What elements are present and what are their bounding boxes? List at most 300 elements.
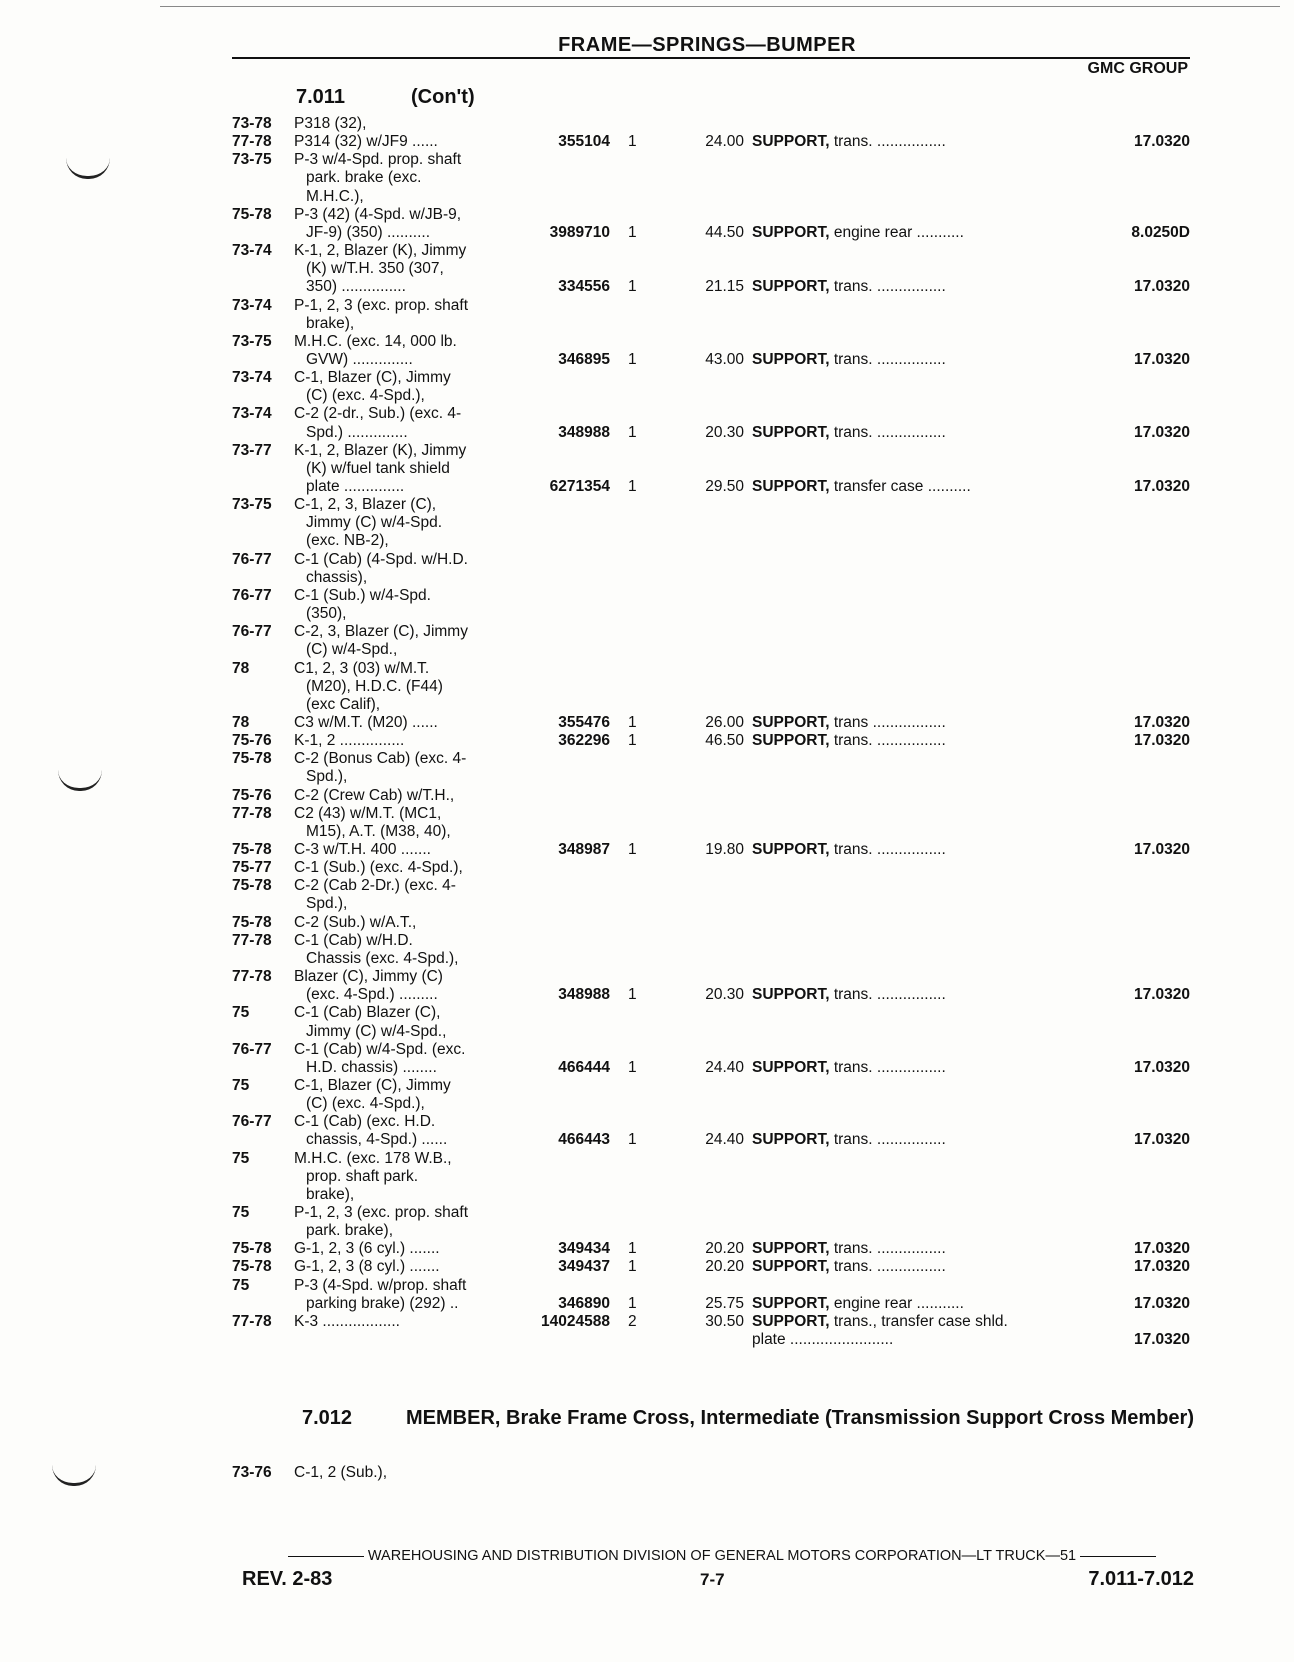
model-years: 75 (232, 1076, 250, 1094)
table-row (0, 731, 1294, 750)
table-row (0, 858, 1294, 877)
part-name (752, 277, 1072, 296)
application: M.H.C.), (306, 187, 364, 205)
part-name-keyword: SUPPORT, (752, 1258, 830, 1276)
quantity: 1 (628, 841, 637, 858)
table-row (0, 1257, 1294, 1276)
quantity: 1 (628, 278, 637, 296)
table-row (0, 1003, 1294, 1022)
table-row (0, 1130, 1294, 1149)
model-years: 73-74 (232, 405, 272, 423)
table-row (0, 604, 1294, 623)
application: P-3 w/4-Spd. prop. shaft (294, 151, 462, 169)
quantity: 1 (628, 478, 637, 495)
table-row (0, 1149, 1294, 1168)
quantity: 1 (628, 1258, 637, 1276)
application: K-3 .................. (294, 1312, 400, 1330)
quantity: 2 (628, 1312, 637, 1330)
part-number: 348987 (558, 841, 610, 858)
group-number: 17.0320 (1133, 350, 1190, 368)
table-row (0, 840, 1294, 859)
application: P-1, 2, 3 (exc. prop. shaft (294, 296, 469, 314)
application: C-2, 3, Blazer (C), Jimmy (294, 623, 468, 641)
table-row (0, 713, 1294, 732)
footer-rule-right (1080, 1556, 1156, 1557)
application: brake), (306, 1185, 355, 1203)
application: C2 (43) w/M.T. (MC1, (294, 804, 442, 822)
group-label: GMC GROUP (1087, 60, 1188, 77)
application: C-1 (Sub.) (exc. 4-Spd.), (294, 859, 463, 877)
group-number: 17.0320 (1133, 713, 1190, 731)
application: C-1, 2 (Sub.), (294, 1464, 388, 1481)
model-years: 76-77 (232, 586, 272, 604)
part-name-detail: trans. ................ (829, 1258, 946, 1276)
table-row (0, 985, 1294, 1004)
table-row (0, 1221, 1294, 1240)
table-row (0, 767, 1294, 786)
table-row (0, 277, 1294, 296)
quantity: 1 (628, 1240, 637, 1258)
model-years: 75 (232, 1149, 250, 1167)
table-row (0, 1312, 1294, 1331)
model-years: 75-78 (232, 913, 272, 931)
model-years: 77-78 (232, 1312, 272, 1330)
price: 19.80 (705, 841, 744, 858)
footer-division-text: WAREHOUSING AND DISTRIBUTION DIVISION OF GENERAL MOTORS CORPORATION—LT TRUCK—51 (367, 1548, 1077, 1564)
part-number: 14024588 (541, 1312, 610, 1330)
part-number: 466444 (558, 1058, 610, 1076)
part-name-keyword: SUPPORT, (752, 732, 830, 750)
application: JF-9) (350) .......... (306, 223, 431, 241)
group-number: 17.0320 (1133, 1131, 1190, 1149)
model-years: 78 (232, 659, 250, 677)
table-row (0, 223, 1294, 242)
table-row (0, 1112, 1294, 1131)
model-years: 73-75 (232, 151, 272, 169)
application: K-1, 2, Blazer (K), Jimmy (294, 441, 467, 459)
table-row (0, 386, 1294, 405)
part-name-keyword: SUPPORT, (752, 841, 830, 858)
part-name-detail: engine rear ........... (829, 223, 964, 241)
application: (C) w/4-Spd., (306, 641, 398, 659)
table-row (0, 677, 1294, 696)
application: C-1 (Cab) w/4-Spd. (exc. (294, 1040, 466, 1058)
application: C-1 (Cab) (4-Spd. w/H.D. (294, 550, 468, 568)
table-row (0, 1276, 1294, 1295)
model-years: 75-78 (232, 1258, 272, 1276)
table-row (0, 913, 1294, 932)
application: (C) (exc. 4-Spd.), (306, 387, 425, 405)
table-row (0, 695, 1294, 714)
application: park. brake (exc. (306, 169, 422, 187)
part-number: 355476 (558, 713, 610, 731)
table-row (0, 168, 1294, 187)
model-years: 75 (232, 1004, 250, 1022)
part-name-keyword: SUPPORT, (752, 350, 830, 368)
application: C-2 (Sub.) w/A.T., (294, 913, 417, 931)
model-years: 77-78 (232, 804, 272, 822)
quantity: 1 (628, 223, 637, 241)
group-number: 17.0320 (1133, 986, 1190, 1004)
price: 43.00 (705, 350, 744, 368)
price: 25.75 (705, 1294, 744, 1312)
table-row (0, 241, 1294, 260)
table-row (0, 513, 1294, 532)
application: P-1, 2, 3 (exc. prop. shaft (294, 1204, 469, 1221)
table-row (0, 114, 1294, 133)
model-years: 77-78 (232, 931, 272, 949)
quantity: 1 (628, 1058, 637, 1076)
part-name-detail: trans. ................ (829, 1240, 946, 1258)
application: (M20), H.D.C. (F44) (306, 677, 443, 695)
quantity: 1 (628, 1294, 637, 1312)
model-years: 77-78 (232, 968, 272, 985)
application: K-1, 2, Blazer (K), Jimmy (294, 242, 467, 259)
model-years: 75-78 (232, 1240, 272, 1258)
part-name-detail: transfer case .......... (829, 478, 971, 495)
model-years: 75-78 (232, 750, 272, 768)
table-row (0, 531, 1294, 550)
group-number: 17.0320 (1133, 1294, 1190, 1312)
table-row (0, 332, 1294, 351)
application: G-1, 2, 3 (6 cyl.) ....... (294, 1240, 440, 1258)
application: C-2 (Crew Cab) w/T.H., (294, 786, 455, 804)
table-row (0, 477, 1294, 496)
model-years: 73-75 (232, 332, 272, 350)
application: M15), A.T. (M38, 40), (306, 822, 451, 840)
table-row (0, 132, 1294, 151)
part-name-detail: trans. ................ (829, 1131, 946, 1149)
part-name-keyword: SUPPORT, (752, 223, 830, 241)
part-number: 349434 (558, 1240, 610, 1258)
table-row (0, 550, 1294, 569)
footer-rule-left (288, 1556, 364, 1557)
revision-label: REV. 2-83 (242, 1568, 333, 1590)
application: GVW) .............. (306, 350, 413, 368)
price: 26.00 (705, 713, 744, 731)
part-name-keyword: SUPPORT, (752, 423, 830, 441)
part-name (752, 1257, 1072, 1276)
table-row (0, 1040, 1294, 1059)
quantity: 1 (628, 350, 637, 368)
application: C-2 (Cab 2-Dr.) (exc. 4- (294, 877, 456, 895)
price: 24.00 (705, 133, 744, 151)
group-number: 17.0320 (1133, 1240, 1190, 1258)
part-name-keyword: SUPPORT, (752, 1058, 830, 1076)
table-row (0, 568, 1294, 587)
part-name (752, 1058, 1072, 1077)
group-number: 17.0320 (1133, 1258, 1190, 1276)
application: C-2 (Bonus Cab) (exc. 4- (294, 750, 467, 768)
table-row (0, 368, 1294, 387)
model-years: 73-74 (232, 296, 272, 314)
application: Chassis (exc. 4-Spd.), (306, 949, 459, 967)
price: 29.50 (705, 478, 744, 495)
subsection-title: MEMBER, Brake Frame Cross, Intermediate (Transmission Support Cross Member) (406, 1407, 1194, 1429)
list-item (0, 1463, 1294, 1482)
part-number: 346890 (558, 1294, 610, 1312)
application: C-1, Blazer (C), Jimmy (294, 369, 451, 387)
model-years: 75-78 (232, 841, 272, 858)
table-row (0, 187, 1294, 206)
application: 350) ............... (306, 278, 406, 296)
table-row (0, 786, 1294, 805)
table-row (0, 1294, 1294, 1313)
part-name (752, 350, 1072, 369)
table-row (0, 931, 1294, 950)
table-row (0, 459, 1294, 478)
part-name-keyword: SUPPORT, (752, 713, 830, 731)
application: M.H.C. (exc. 14, 000 lb. (294, 332, 457, 350)
part-number: 466443 (558, 1131, 610, 1149)
quantity: 1 (628, 986, 637, 1004)
part-name (752, 985, 1072, 1004)
part-name-detail: trans., transfer case shld. (829, 1312, 1008, 1330)
application: (exc. NB-2), (306, 532, 389, 550)
footer-division (242, 1548, 1202, 1564)
quantity: 1 (628, 133, 637, 151)
table-row (0, 1076, 1294, 1095)
group-number: 17.0320 (1133, 732, 1190, 750)
table-row (0, 949, 1294, 968)
price: 20.30 (705, 423, 744, 441)
table-row (0, 659, 1294, 678)
part-name-detail: trans ................. (829, 713, 946, 731)
group-number: 17.0320 (1133, 133, 1190, 151)
part-name-detail: trans. ................ (829, 841, 946, 858)
part-name-detail: trans. ................ (829, 732, 946, 750)
application: C-1 (Cab) (exc. H.D. (294, 1113, 436, 1131)
table-row (0, 876, 1294, 895)
part-name-keyword: SUPPORT, (752, 278, 830, 296)
model-years: 75-77 (232, 859, 272, 877)
application: M.H.C. (exc. 178 W.B., (294, 1149, 452, 1167)
section-suffix: (Con't) (411, 86, 475, 108)
part-name-keyword: SUPPORT, (752, 1294, 830, 1312)
table-row (0, 404, 1294, 423)
part-name (752, 840, 1072, 859)
table-row (0, 804, 1294, 823)
model-years: 73-76 (232, 1464, 272, 1481)
price: 24.40 (705, 1131, 744, 1149)
page-number: 7-7 (700, 1570, 725, 1589)
group-number: 17.0320 (1133, 423, 1190, 441)
application: P-3 (4-Spd. w/prop. shaft (294, 1276, 467, 1294)
price: 20.30 (705, 986, 744, 1004)
part-name (752, 731, 1072, 750)
model-years: 75-78 (232, 877, 272, 895)
part-number: 348988 (558, 986, 610, 1004)
group-number: 17.0320 (1133, 1331, 1190, 1348)
model-years: 77-78 (232, 133, 272, 151)
application: C-1 (Cab) w/H.D. (294, 931, 413, 949)
table-row (0, 1094, 1294, 1113)
table-row (0, 350, 1294, 369)
table-row (0, 622, 1294, 641)
application: parking brake) (292) .. (306, 1294, 459, 1312)
table-row (0, 1239, 1294, 1258)
group-number: 17.0320 (1133, 278, 1190, 296)
part-number: 3989710 (549, 223, 610, 241)
part-name-keyword: SUPPORT, (752, 1312, 830, 1330)
model-years: 73-74 (232, 242, 272, 259)
application: P318 (32), (294, 115, 367, 132)
application: brake), (306, 314, 355, 332)
part-name-detail: engine rear ........... (829, 1294, 964, 1312)
section-range: 7.011-7.012 (1088, 1568, 1194, 1590)
model-years: 75-78 (232, 205, 272, 223)
application: C-3 w/T.H. 400 ....... (294, 841, 431, 858)
table-row (0, 640, 1294, 659)
application: C-2 (2-dr., Sub.) (exc. 4- (294, 405, 462, 423)
top-scan-rule (160, 6, 1280, 7)
part-name-keyword: SUPPORT, (752, 133, 830, 151)
application: (exc Calif), (306, 695, 381, 713)
application: C-1, Blazer (C), Jimmy (294, 1076, 451, 1094)
part-number: 334556 (558, 278, 610, 296)
application: (K) w/fuel tank shield (306, 459, 450, 477)
part-name-detail: trans. ................ (829, 278, 946, 296)
model-years: 76-77 (232, 550, 272, 568)
group-number: 17.0320 (1133, 478, 1190, 495)
application: C-1 (Sub.) w/4-Spd. (294, 586, 431, 604)
part-name (752, 1130, 1072, 1149)
model-years: 73-77 (232, 441, 272, 459)
table-row (0, 1022, 1294, 1041)
model-years: 78 (232, 713, 250, 731)
subsection-number: 7.012 (302, 1407, 353, 1429)
application: Blazer (C), Jimmy (C) (294, 968, 443, 985)
model-years: 73-75 (232, 496, 272, 514)
application: prop. shaft park. (306, 1167, 419, 1185)
table-row (0, 314, 1294, 333)
price: 24.40 (705, 1058, 744, 1076)
part-name (752, 223, 1072, 242)
model-years: 73-74 (232, 369, 272, 387)
part-number: 362296 (558, 732, 610, 750)
application: plate .............. (306, 478, 405, 495)
application: (exc. 4-Spd.) ......... (306, 986, 438, 1004)
quantity: 1 (628, 1131, 637, 1149)
application: C3 w/M.T. (M20) ...... (294, 713, 438, 731)
application: park. brake), (306, 1222, 394, 1240)
model-years: 73-78 (232, 115, 272, 132)
model-years: 75 (232, 1204, 250, 1221)
application: chassis, 4-Spd.) ...... (306, 1131, 448, 1149)
application: Jimmy (C) w/4-Spd. (306, 514, 443, 532)
part-name-detail: trans. ................ (829, 986, 946, 1004)
part-name (752, 1330, 1072, 1349)
part-name (752, 713, 1072, 732)
header-rule (232, 57, 1190, 59)
table-row (0, 441, 1294, 460)
application: chassis), (306, 568, 368, 586)
table-row (0, 1167, 1294, 1186)
part-name-detail: plate ........................ (752, 1331, 894, 1348)
part-name-detail: trans. ................ (829, 133, 946, 151)
table-row (0, 1185, 1294, 1204)
application: (350), (306, 605, 347, 622)
table-row (0, 205, 1294, 224)
table-row (0, 894, 1294, 913)
table-row (0, 1203, 1294, 1222)
application: P-3 (42) (4-Spd. w/JB-9, (294, 205, 462, 223)
application: Spd.), (306, 895, 348, 913)
model-years: 75-76 (232, 732, 272, 750)
table-row (0, 150, 1294, 169)
part-number: 6271354 (549, 478, 610, 495)
application: Spd.) .............. (306, 423, 408, 441)
application: P314 (32) w/JF9 ...... (294, 133, 438, 151)
price: 20.20 (705, 1258, 744, 1276)
price: 44.50 (705, 223, 744, 241)
group-number: 17.0320 (1133, 841, 1190, 858)
group-number: 17.0320 (1133, 1058, 1190, 1076)
table-row (0, 495, 1294, 514)
part-name (752, 132, 1072, 151)
table-row (0, 967, 1294, 986)
price: 21.15 (705, 278, 744, 296)
part-number: 348988 (558, 423, 610, 441)
table-row (0, 1058, 1294, 1077)
table-row (0, 259, 1294, 278)
model-years: 75-76 (232, 786, 272, 804)
table-row (0, 822, 1294, 841)
price: 46.50 (705, 732, 744, 750)
application: C1, 2, 3 (03) w/M.T. (294, 659, 430, 677)
part-number: 355104 (558, 133, 610, 151)
table-row (0, 296, 1294, 315)
application: C-1, 2, 3, Blazer (C), (294, 496, 437, 514)
quantity: 1 (628, 713, 637, 731)
part-name (752, 1312, 1072, 1331)
application: C-1 (Cab) Blazer (C), (294, 1004, 441, 1022)
part-name-keyword: SUPPORT, (752, 1240, 830, 1258)
part-name-detail: trans. ................ (829, 350, 946, 368)
application: Spd.), (306, 768, 348, 786)
part-name-detail: trans. ................ (829, 423, 946, 441)
part-name-keyword: SUPPORT, (752, 986, 830, 1004)
section-number: 7.011 (296, 86, 345, 108)
application: (K) w/T.H. 350 (307, (306, 260, 444, 278)
part-name-keyword: SUPPORT, (752, 1131, 830, 1149)
price: 20.20 (705, 1240, 744, 1258)
price: 30.50 (705, 1312, 744, 1330)
table-row (0, 423, 1294, 442)
part-number: 349437 (558, 1258, 610, 1276)
application: (C) (exc. 4-Spd.), (306, 1095, 425, 1113)
table-row (0, 749, 1294, 768)
application: G-1, 2, 3 (8 cyl.) ....... (294, 1258, 440, 1276)
part-name-detail: trans. ................ (829, 1058, 946, 1076)
quantity: 1 (628, 423, 637, 441)
model-years: 76-77 (232, 623, 272, 641)
table-row (0, 586, 1294, 605)
application: K-1, 2 ............... (294, 732, 405, 750)
section-heading (296, 86, 475, 109)
application: Jimmy (C) w/4-Spd., (306, 1022, 447, 1040)
part-name (752, 1239, 1072, 1258)
table-row (0, 1330, 1294, 1349)
group-number: 8.0250D (1131, 223, 1190, 241)
page-title: FRAME—SPRINGS—BUMPER (558, 34, 856, 56)
part-name (752, 1294, 1072, 1313)
model-years: 76-77 (232, 1040, 272, 1058)
application: H.D. chassis) ........ (306, 1058, 437, 1076)
part-name (752, 423, 1072, 442)
part-name (752, 477, 1072, 496)
model-years: 76-77 (232, 1113, 272, 1131)
